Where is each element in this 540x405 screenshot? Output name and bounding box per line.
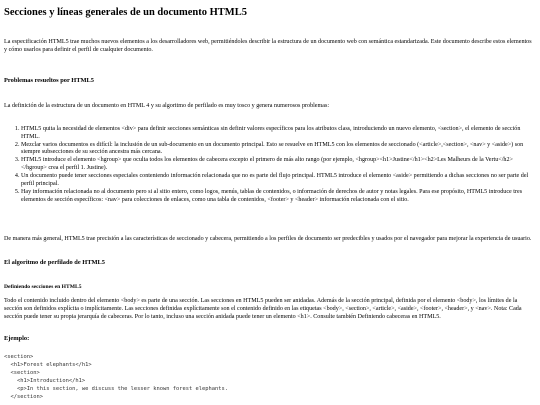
list-item: 5. Hay información relacionada no al documento pero si al sitio entero, como logos, menús, tablas de contenidos, o información de derechos de autor y notas legales. Para ese propósito, HTML5 introduce tres elementos de sección específicos: <nav> para colecciones de enlaces, como una tabla de contenidos, <footer> y <header> información relacionada con el sitio. xyxy=(21,189,536,205)
list-item: 2. Mezclar varios documentos es difícil: la inclusión de un sub-documento en un documento principal. Esto se resuelve en HTML5 con los elementos de seccionado (<article>,<section>, <nav> y <aside>) son siempre subsecciones de su sección ancestra más cercana. xyxy=(21,142,536,158)
code-line: <section> xyxy=(4,354,34,361)
code-line: <h1>Forest elephants</h1> xyxy=(4,362,92,369)
defining-sections-paragraph: Todo el contenido incluido dentro del elemento <body> es parte de una sección. Las secciones en HTML5 pueden ser anidadas. Además de la sección principal, definida por el elemento <body>, los límites de la sección son definidos explícita o implícitamente. Las secciones definidas explícitamente son el contenido definido en las etiquetas <body>, <section>, <article>, <aside>, <footer>, <header>, y <nav>. Nota: Cada sección puede tener su propia jerarquía de cabeceras. Por lo tanto, incluso una sección anidada puede tener un elemento <h1>. Consulte también Definiendo cabeceras en HTML5. xyxy=(4,297,522,320)
problems-list xyxy=(4,126,536,205)
list-item: 4. Un documento puede tener secciones especiales conteniendo información relacionada que no es parte del flujo principal. HTML5 introduce el elemento <aside> permitiendo a dichas secciones no ser parte del perfil principal. xyxy=(21,173,536,189)
code-line: <section> xyxy=(4,370,40,377)
defining-sections-heading: Definiendo secciones en HTML5 xyxy=(4,283,82,290)
list-item: 1. HTML5 quita la necesidad de elementos <div> para definir secciones semánticas sin definir valores específicos para los atributos class, introduciendo un nuevo elemento, <section>, el elemento de sección HTML. xyxy=(21,126,536,142)
algorithm-heading: El algoritmo de perfilado de HTML5 xyxy=(4,258,106,266)
code-line: </section> xyxy=(4,394,43,401)
problems-heading: Problemas resueltos por HTML5 xyxy=(4,76,94,84)
problems-lead-paragraph: La definición de la estructura de un documento en HTML 4 y su algoritmo de perfilado es muy tosco y genera numerosos problemas: xyxy=(4,102,330,109)
code-line: <h1>Introduction</h1> xyxy=(4,378,86,385)
page-title: Secciones y líneas generales de un documento HTML5 xyxy=(4,7,247,18)
code-line: <p>In this section, we discuss the lesser known forest elephants. xyxy=(4,386,228,393)
intro-paragraph: La especificación HTML5 trae muchos nuevos elementos a los desarrolladores web, permitiéndoles describir la estructura de un documento web con semántica estandarizada. Este documento describe estos elementos y cómo usarlos para definir el perfil de cualquier documento. xyxy=(4,39,532,53)
code-example xyxy=(4,353,536,401)
example-heading: Ejemplo: xyxy=(4,335,30,343)
list-item: 3. HTML5 introduce el elemento <hgroup> que oculta todos los elementos de cabecera excepto el primero de más alto rango (por ejemplo, <hgroup><h1>Justine</h1><h2>Les Malheurs de la Vertu</h2></hgroup> crea el perfil 1. Justine). xyxy=(21,157,536,173)
outro-paragraph: De manera más general, HTML5 trae precisión a las características de seccionado y cabecera, permitiendo a los perfiles de documento ser predecibles y usados por el navegador para mejorar la experiencia de usuario. xyxy=(4,235,532,242)
